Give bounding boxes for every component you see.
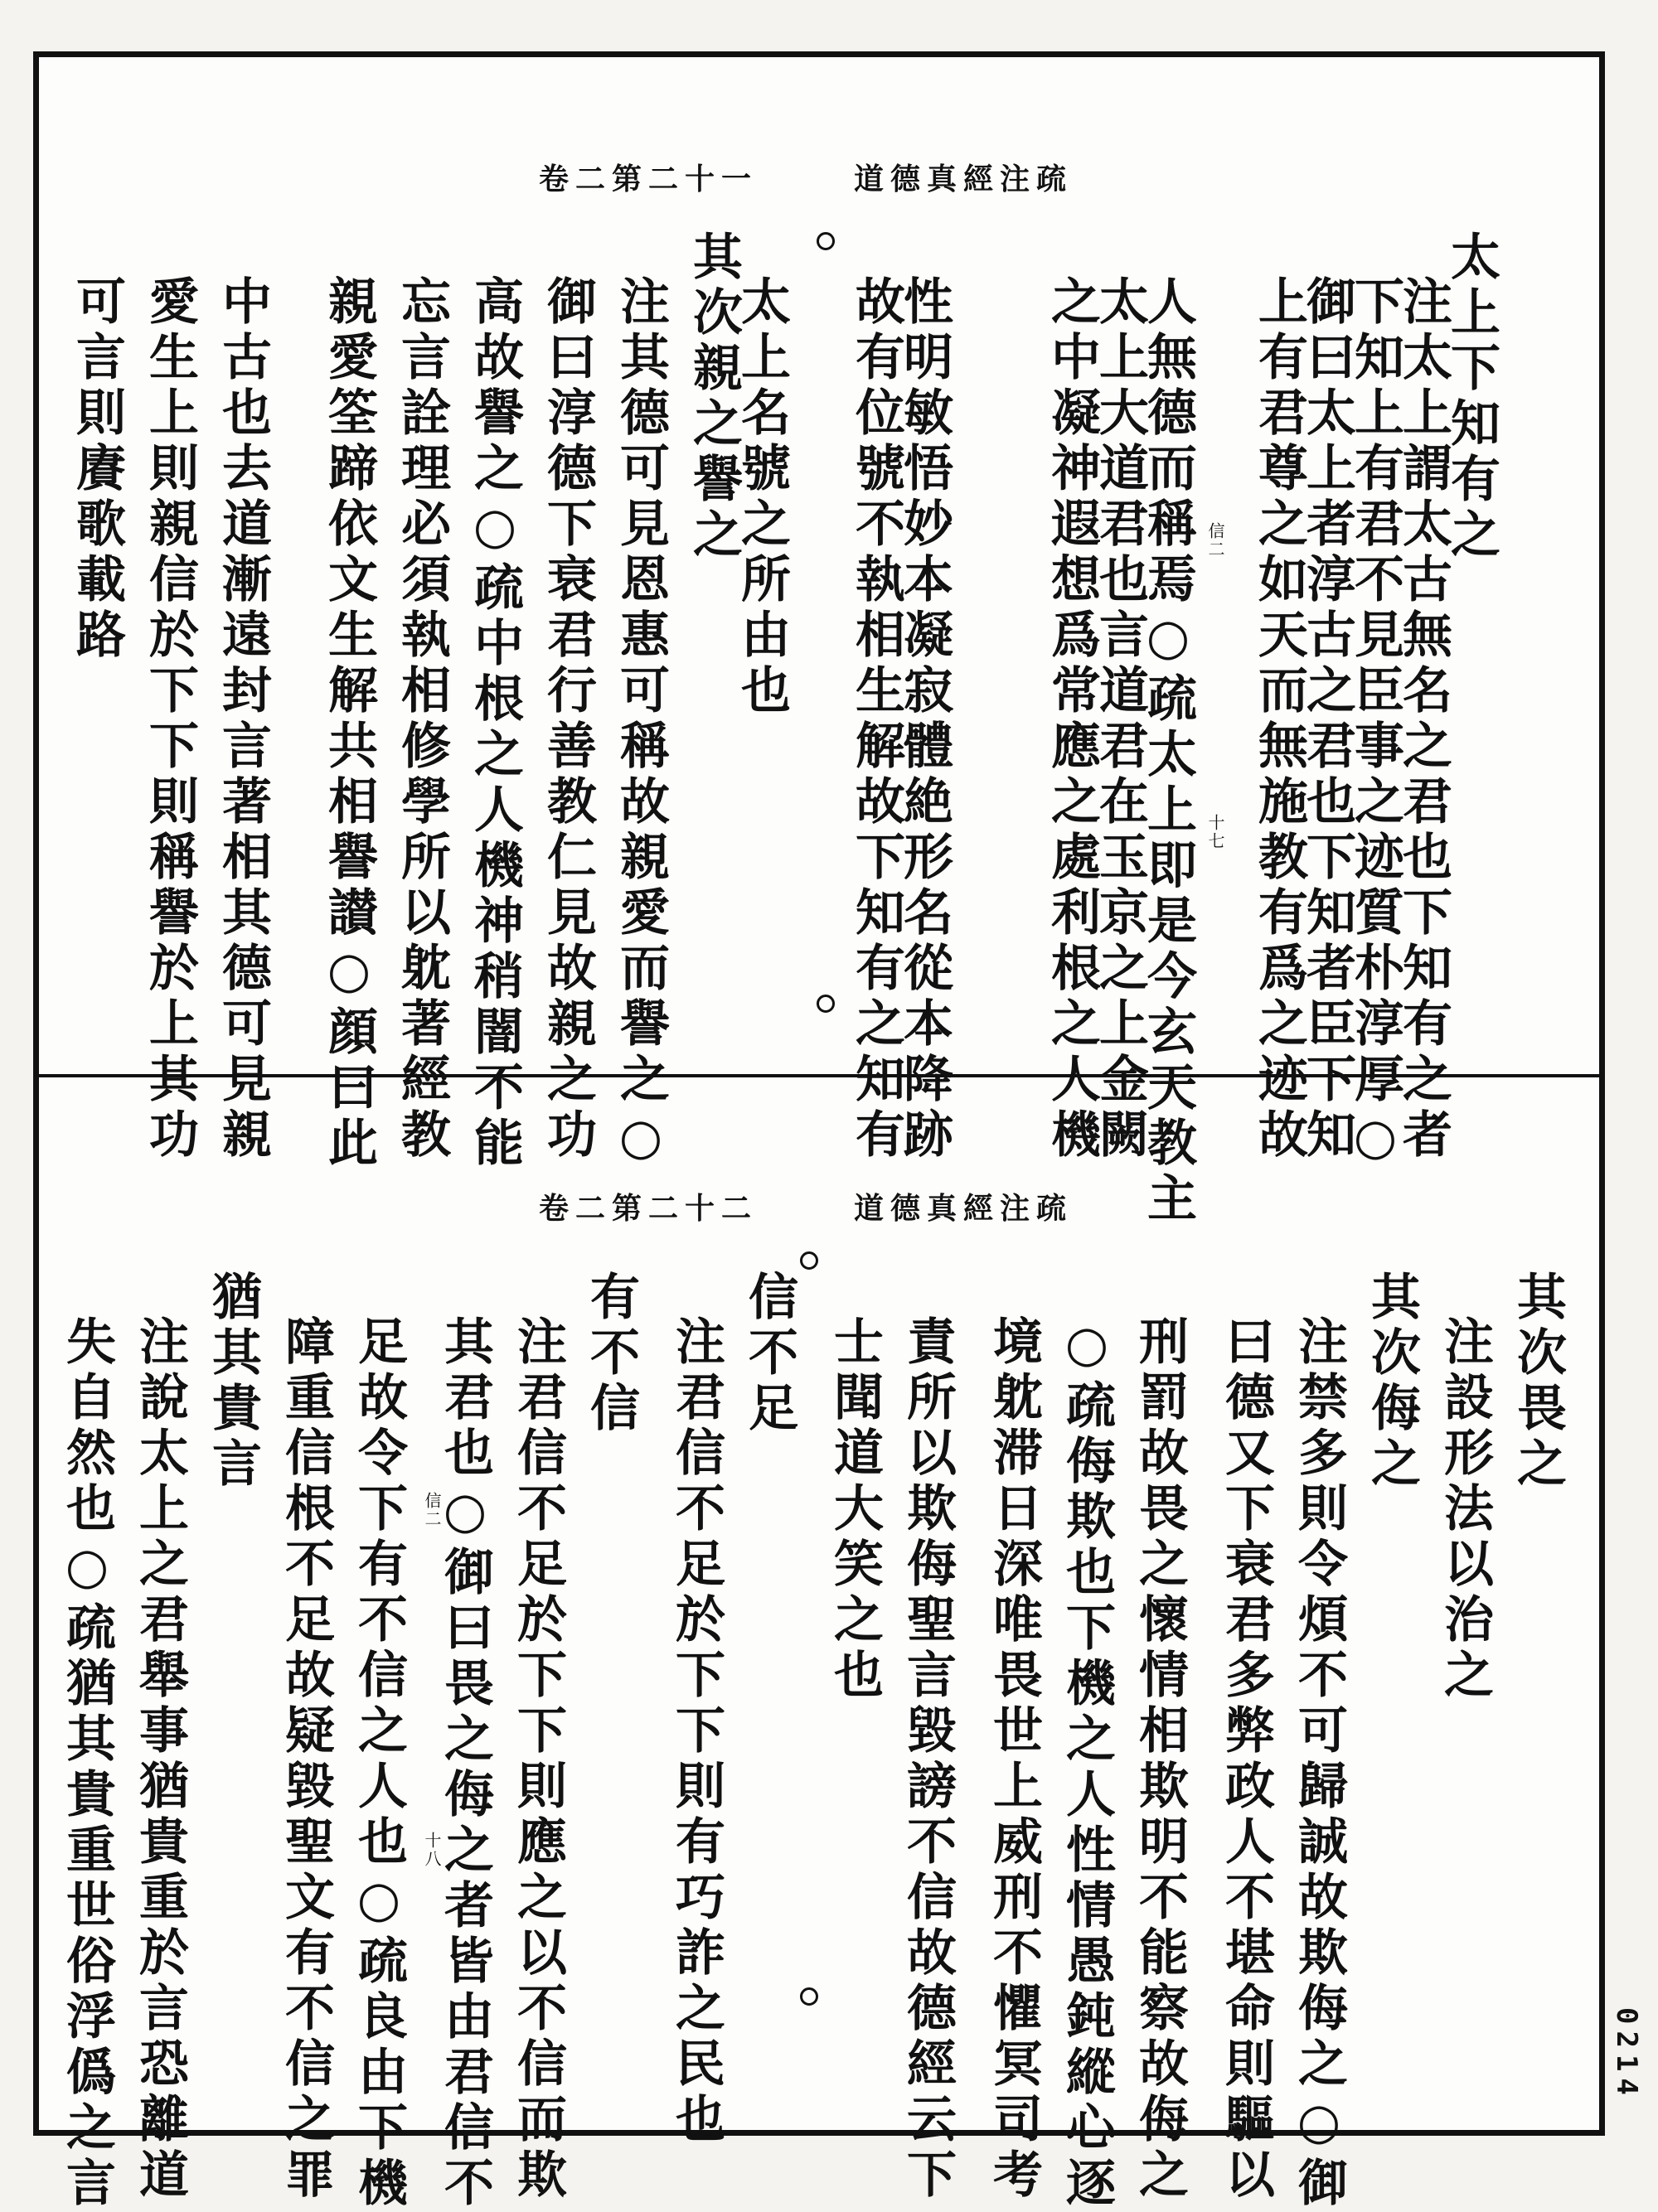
bottom-col-5: 曰德又下衰君多弊政人不堪命則驅以 xyxy=(1217,1315,1275,2204)
bottom-col-14: 注君信不足於下下則應之以不信而欺 xyxy=(509,1315,567,2204)
bottom-col-3: 其次侮之 xyxy=(1363,1271,1421,1493)
bottom-col-16: 足故令下有不信之人也○疏良由下機 xyxy=(350,1315,408,2212)
bottom-col-12: 注君信不足於下下則有巧詐之民也 xyxy=(667,1315,725,2148)
top-col-14: 御曰淳德下衰君行善教仁見故親之功 xyxy=(539,275,597,1164)
bottom-col-7: ○疏侮欺也下機之人性情愚鈍縱心逐 xyxy=(1058,1315,1116,2212)
bottom-col-9: 責所以欺侮聖言毀謗不信故德經云下 xyxy=(899,1315,957,2204)
top-col-11: 太上名號之所由也 xyxy=(733,275,791,719)
top-col-4: 御曰太上者淳古之君也下知者臣下知 xyxy=(1298,275,1356,1164)
bottom-col-1: 其次畏之 xyxy=(1509,1271,1567,1493)
bottom-page-header xyxy=(539,1185,1119,1227)
top-circle-mark-1 xyxy=(817,232,835,250)
bottom-circle-mark-1 xyxy=(800,1251,818,1270)
top-col-9: 性明敏悟妙本凝寂體絶形名從本降跡 xyxy=(895,275,953,1164)
top-margin-note-1: 信二 xyxy=(1205,522,1225,559)
top-col-10: 故有位號不執相生解故下知有之知有 xyxy=(847,275,905,1164)
top-col-1: 太上下知有之 xyxy=(1442,230,1500,564)
bottom-col-18: 猶其貴言 xyxy=(204,1271,262,1493)
top-col-5: 上有君尊之如天而無施教有爲之迹故 xyxy=(1250,275,1308,1164)
bottom-col-19: 注說太上之君舉事猶貴重於言恐離道 xyxy=(131,1315,189,2204)
top-circle-mark-2 xyxy=(817,995,835,1013)
top-col-15: 高故譽之○疏中根之人機神稍闇不能 xyxy=(466,275,524,1172)
bottom-col-17: 障重信根不足故疑毀聖文有不信之罪 xyxy=(277,1315,335,2204)
bottom-col-13: 有不信 xyxy=(582,1271,640,1437)
top-col-16: 忘言詮理必須執相修學所以躭著經教 xyxy=(393,275,451,1164)
bottom-header-title: 道德真經注疏 xyxy=(854,1191,1074,1226)
bottom-circle-mark-2 xyxy=(800,1987,818,2006)
bottom-col-2: 注設形法以治之 xyxy=(1436,1315,1494,1704)
top-col-13: 注其德可見恩惠可稱故親愛而譽之○ xyxy=(612,275,670,1172)
top-col-7: 太上大道君也言道君在玉京之上金闕 xyxy=(1091,275,1149,1164)
page-number: 0214 xyxy=(1610,2007,1643,2102)
top-col-17: 親愛筌蹄依文生解共相譽讃○顔曰此 xyxy=(320,275,378,1172)
bottom-margin-note-1: 信二 xyxy=(422,1492,442,1528)
top-col-2: 注太上謂太古無名之君也下知有之者 xyxy=(1394,275,1452,1164)
bottom-col-11: 信不足 xyxy=(740,1271,798,1437)
top-col-19: 愛生上則親信於下下則稱譽於上其功 xyxy=(141,275,199,1164)
top-margin-note-2: 十七 xyxy=(1205,814,1225,850)
top-page-header xyxy=(539,156,1119,197)
top-col-12: 其次親之譽之 xyxy=(685,230,743,564)
top-header-title: 道德真經注疏 xyxy=(854,162,1074,196)
top-col-8: 之中凝神遐想爲常應之處利根之人機 xyxy=(1043,275,1101,1164)
bottom-col-10: 士聞道大笑之也 xyxy=(826,1315,884,1704)
bottom-col-15: 其君也○御曰畏之侮之者皆由君信不 xyxy=(436,1315,494,2212)
top-header-volume: 卷二第二十一 xyxy=(539,162,759,196)
top-col-18: 中古也去道漸遠封言著相其德可見親 xyxy=(214,275,272,1164)
top-col-3: 下知上有君不見臣事之迹質朴淳厚○ xyxy=(1346,275,1404,1172)
top-col-6: 人無德而稱焉○疏太上即是今玄天教主 xyxy=(1139,275,1197,1227)
bottom-col-20: 失自然也○疏猶其貴重世俗浮僞之言 xyxy=(58,1315,116,2212)
bottom-margin-note-2: 十八 xyxy=(422,1832,442,1868)
bottom-col-8: 境躭滞日深唯畏世上威刑不懼冥司考 xyxy=(985,1315,1043,2204)
bottom-col-6: 刑罰故畏之懷情相欺明不能察故侮之 xyxy=(1131,1315,1189,2204)
bottom-header-volume: 卷二第二十二 xyxy=(539,1191,759,1226)
bottom-col-4: 注禁多則令煩不可歸誠故欺侮之○御 xyxy=(1290,1315,1348,2212)
top-col-20: 可言則賡歌載路 xyxy=(68,275,126,664)
